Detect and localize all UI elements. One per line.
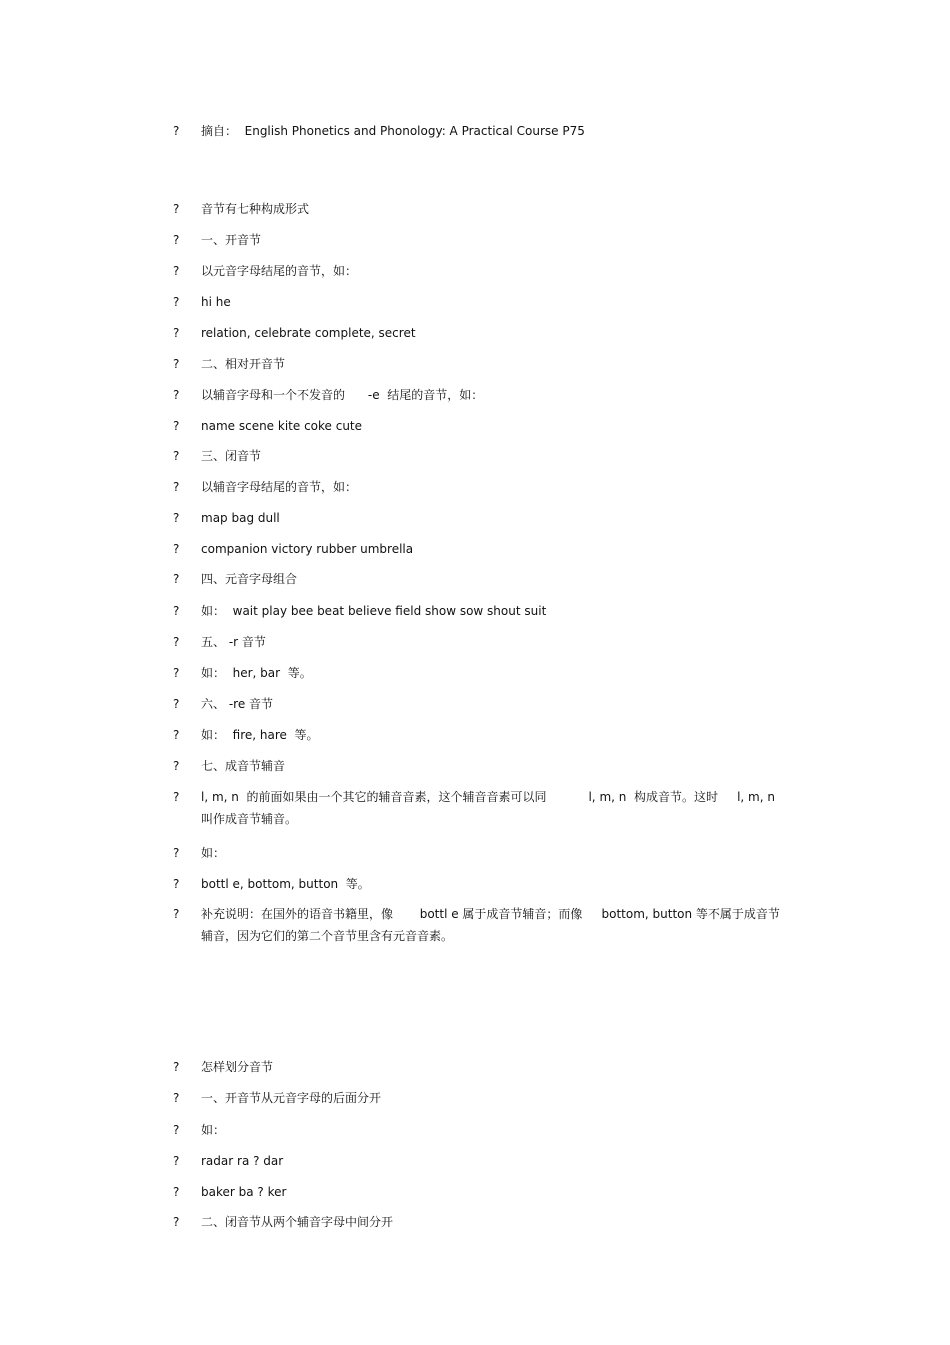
line-text: baker ba ? ker — [201, 1185, 287, 1199]
bullet: ? — [173, 295, 180, 309]
line-text: 如： wait play bee beat believe field show sow shout suit — [201, 604, 547, 618]
line-text: radar ra ? dar — [201, 1154, 284, 1168]
bullet: ? — [173, 635, 180, 649]
bullet: ? — [173, 124, 180, 138]
bullet: ? — [173, 1154, 180, 1168]
bullet: ? — [173, 1060, 180, 1074]
line-text: 六、 -re 音节 — [201, 697, 274, 711]
line-text: name scene kite coke cute — [201, 419, 363, 433]
bullet: ? — [173, 877, 180, 891]
line-text: 二、闭音节从两个辅音字母中间分开 — [201, 1215, 394, 1229]
bullet: ? — [173, 759, 180, 773]
bullet: ? — [173, 846, 180, 860]
bullet: ? — [173, 449, 180, 463]
bullet: ? — [173, 326, 180, 340]
line-text: l, m, n 的前面如果由一个其它的辅音音素，这个辅音音素可以同 l, m, n 构成音节。这时 l, m, n 叫作成音节辅音。 — [201, 790, 775, 826]
bullet: ? — [173, 907, 180, 921]
bullet: ? — [173, 1185, 180, 1199]
line-text: 四、元音字母组合 — [201, 572, 298, 586]
bullet: ? — [173, 419, 180, 433]
line-text: relation, celebrate complete, secret — [201, 326, 416, 340]
line-text: 二、相对开音节 — [201, 357, 286, 371]
line-text: 摘自： English Phonetics and Phonology: A Practical Course P75 — [201, 124, 585, 138]
bullet: ? — [173, 233, 180, 247]
bullet: ? — [173, 1123, 180, 1137]
line-text: 音节有七种构成形式 — [201, 202, 310, 216]
line-text: 七、成音节辅音 — [201, 759, 286, 773]
line-text: 怎样划分音节 — [201, 1060, 274, 1074]
line-text: map bag dull — [201, 511, 280, 525]
bullet: ? — [173, 666, 180, 680]
bullet: ? — [173, 790, 180, 804]
line-text: 以辅音字母结尾的音节，如： — [201, 480, 358, 494]
bullet: ? — [173, 388, 180, 402]
line-text: 五、 -r 音节 — [201, 635, 266, 649]
bullet: ? — [173, 542, 180, 556]
bullet: ? — [173, 604, 180, 618]
bullet: ? — [173, 728, 180, 742]
bullet: ? — [173, 1215, 180, 1229]
bullet: ? — [173, 202, 180, 216]
bullet: ? — [173, 697, 180, 711]
line-text: bottl e, bottom, button 等。 — [201, 877, 370, 891]
line-text: 一、开音节从元音字母的后面分开 — [201, 1091, 382, 1105]
line-text: 如： — [201, 846, 226, 860]
line-text: 一、开音节 — [201, 233, 262, 247]
bullet: ? — [173, 572, 180, 586]
line-text: 如： her, bar 等。 — [201, 666, 312, 680]
bullet: ? — [173, 357, 180, 371]
line-text: 如： fire, hare 等。 — [201, 728, 319, 742]
line-text: companion victory rubber umbrella — [201, 542, 414, 556]
bullet: ? — [173, 511, 180, 525]
line-text: hi he — [201, 295, 231, 309]
bullet: ? — [173, 1091, 180, 1105]
line-text: 三、闭音节 — [201, 449, 262, 463]
bullet: ? — [173, 264, 180, 278]
line-text: 补充说明：在国外的语音书籍里，像 bottl e 属于成音节辅音；而像 bottom, button 等不属于成音节 辅音，因为它们的第二个音节里含有元音音素。 — [201, 907, 780, 943]
line-text: 如： — [201, 1123, 226, 1137]
line-text: 以元音字母结尾的音节，如： — [201, 264, 358, 278]
line-text: 以辅音字母和一个不发音的 -e 结尾的音节，如： — [201, 388, 484, 402]
bullet: ? — [173, 480, 180, 494]
